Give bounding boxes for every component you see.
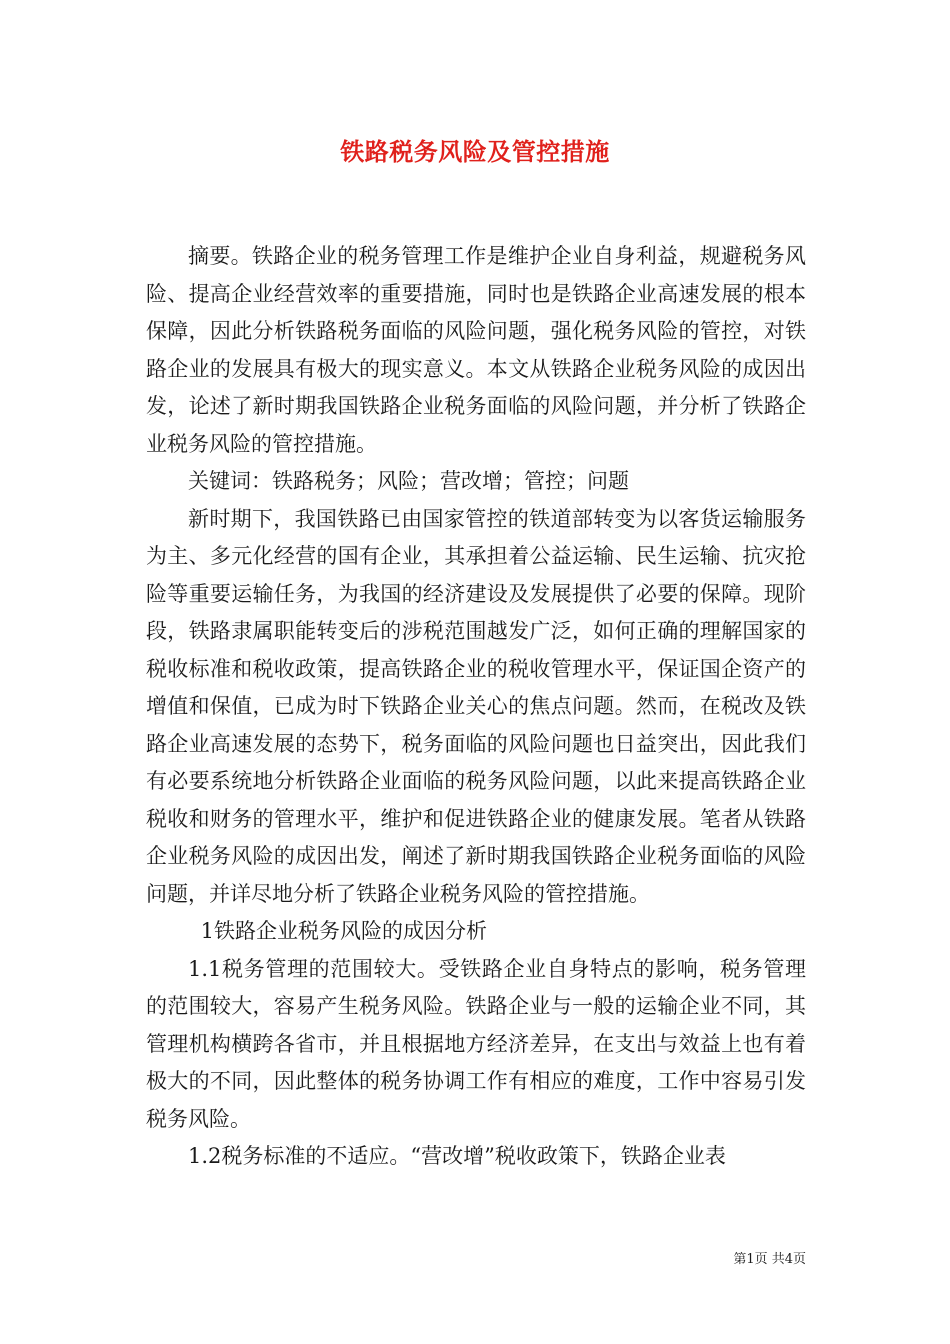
page-footer: 第1页 共4页	[733, 1252, 806, 1267]
section-1-2-paragraph: 1.2税务标准的不适应。“营改增”税收政策下，铁路企业表	[188, 1144, 726, 1168]
section-1-1-paragraph: 1.1税务管理的范围较大。受铁路企业自身特点的影响，税务管理的范围较大，容易产生税务风险。铁路企业与一般的运输企业不同，其管理机构横跨各省市，并且根据地方经济差异，在支出与效益上也有着极大的不同，因此整体的税务协调工作有相应的难度，工作中容易引发税务风险。	[146, 956, 806, 1131]
intro-paragraph: 新时期下，我国铁路已由国家管控的铁道部转变为以客货运输服务为主、多元化经营的国有企业，其承担着公益运输、民生运输、抗灾抢险等重要运输任务，为我国的经济建设及发展提供了必要的保障。现阶段，铁路隶属职能转变后的涉税范围越发广泛，如何正确的理解国家的税收标准和税收政策，提高铁路企业的税收管理水平，保证国企资产的增值和保值，已成为时下铁路企业关心的焦点问题。然而，在税改及铁路企业高速发展的态势下，税务面临的风险问题也日益突出，因此我们有必要系统地分析铁路企业面临的税务风险问题，以此来提高铁路企业税收和财务的管理水平，维护和促进铁路企业的健康发展。笔者从铁路企业税务风险的成因出发，阐述了新时期我国铁路企业税务面临的风险问题，并详尽地分析了铁路企业税务风险的管控措施。	[146, 506, 806, 906]
section-heading-1: 1铁路企业税务风险的成因分析	[200, 919, 487, 943]
document-title: 铁路税务风险及管控措施	[340, 137, 610, 166]
document-body	[146, 238, 806, 1176]
abstract-paragraph: 摘要。铁路企业的税务管理工作是维护企业自身利益，规避税务风险、提高企业经营效率的重要措施，同时也是铁路企业高速发展的根本保障，因此分析铁路税务面临的风险问题，强化税务风险的管控，对铁路企业的发展具有极大的现实意义。本文从铁路企业税务风险的成因出发，论述了新时期我国铁路企业税务面临的风险问题，并分析了铁路企业税务风险的管控措施。	[146, 244, 806, 456]
keywords-paragraph: 关键词：铁路税务；风险；营改增；管控；问题	[188, 469, 629, 493]
